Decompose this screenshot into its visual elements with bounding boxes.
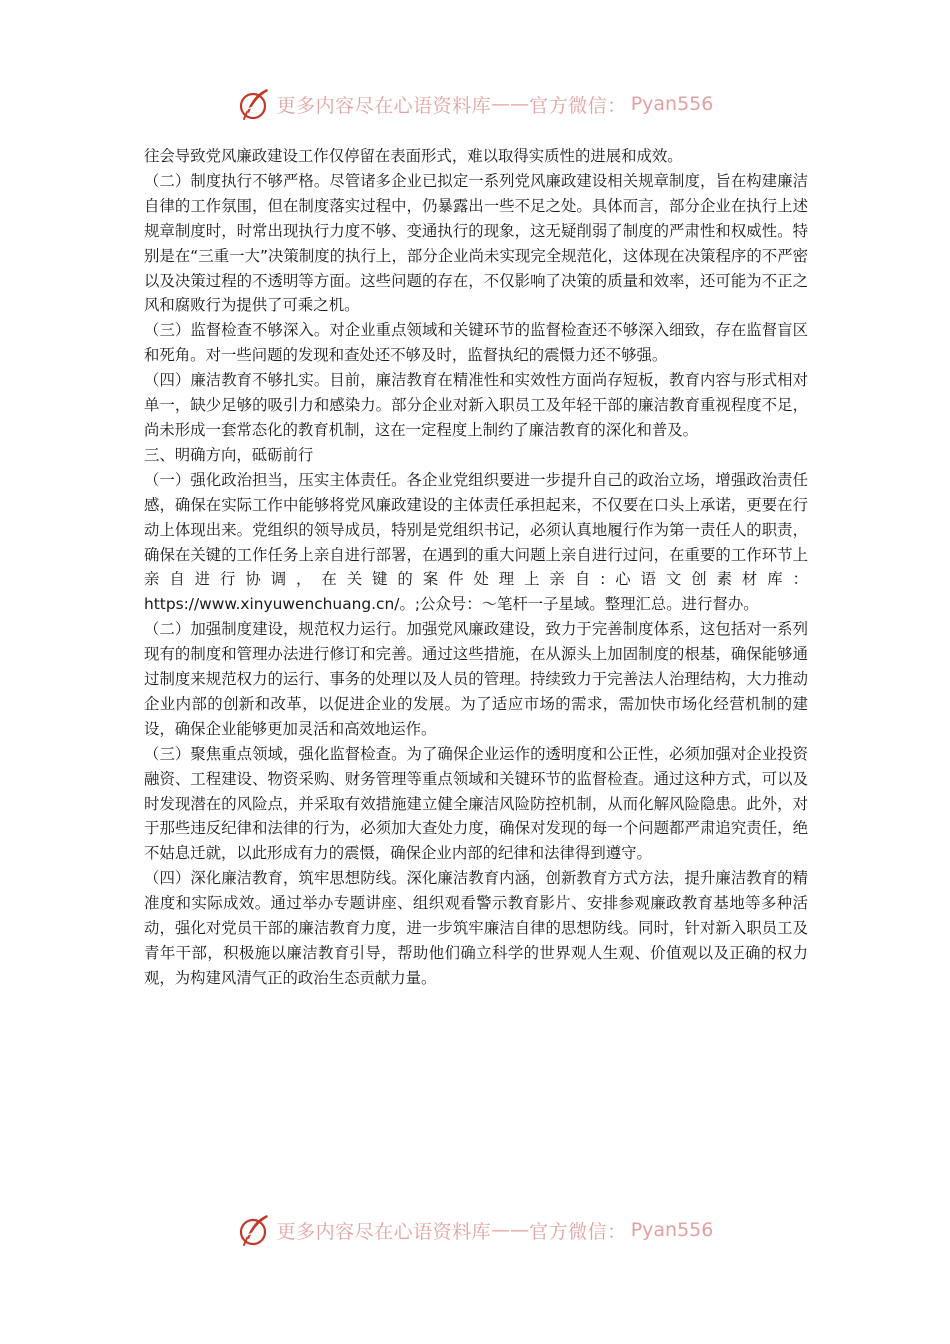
header-separator: —— [491, 93, 530, 115]
paragraph-key-areas: （三）聚焦重点领域，强化监督检查。为了确保企业运作的透明度和公正性，必须加强对企业投资融资、工程建设、物资采购、财务管理等重点领域和关键环节的监督检查。通过这种方式，可以及时发现潜在的风险点，并采取有效措施建立健全廉洁风险防控机制，从而化解风险隐患。此外，对于那些违反纪律和法律的行为，必须加大查处力度，确保对发现的每一个问题都严肃追究责任，绝不姑息迁就，以此形成有力的震慑，确保企业内部的纪律和法律得到遵守。 [144, 744, 808, 863]
footer-wechat-handle: Pyan556 [630, 1219, 714, 1241]
quill-pen-logo-icon [237, 1212, 273, 1248]
paragraph-deepen-education: （四）深化廉洁教育，筑牢思想防线。深化廉洁教育内涵，创新教育方式方法，提升廉洁教育的精准度和实际成效。通过举办专题讲座、组织观看警示教育影片、安排参观廉政教育基地等多种活动，强化对党员干部的廉洁教育力度，进一步筑牢廉洁自律的思想防线。同时，针对新入职员工及青年干部，积极施以廉洁教育引导，帮助他们确立科学的世界观人生观、价值观以及正确的权力观，为构建风清气正的政治生态贡献力量。 [144, 869, 808, 987]
footer-banner [0, 1210, 950, 1250]
footer-wechat-label: 官方微信： [529, 1220, 627, 1243]
paragraph-system-building: （二）加强制度建设，规范权力运行。加强党风廉政建设，致力于完善制度体系，这包括对一系列现有的制度和管理办法进行修订和完善。通过这些措施，在从源头上加固制度的根基，确保能够通过制度来规范权力的运行、事务的处理以及人员的管理。持续致力于完善法人治理结构，大力推动企业内部的创新和改革，以促进企业的发展。为了适应市场的需求，需加快市场化经营机制的建设，确保企业能够更加灵活和高效地运作。 [144, 620, 808, 738]
header-wechat-label: 官方微信： [529, 94, 627, 117]
header-wechat-handle: Pyan556 [630, 93, 714, 115]
paragraph-supervision: （三）监督检查不够深入。对企业重点领域和关键环节的监督检查还不够深入细致，存在监督盲区和死角。对一些问题的发现和查处还不够及时，监督执纪的震慑力还不够强。 [144, 321, 808, 365]
paragraph-continuation: 往会导致党风廉政建设工作仅停留在表面形式，难以取得实质性的进展和成效。 [144, 147, 683, 165]
footer-separator: —— [491, 1219, 530, 1241]
header-slogan: 更多内容尽在心语资料库 [276, 94, 492, 117]
footer-slogan: 更多内容尽在心语资料库 [276, 1220, 492, 1243]
paragraph-political-responsibility: （一）强化政治担当，压实主体责任。各企业党组织要进一步提升自己的政治立场，增强政治责任感，确保在实际工作中能够将党风廉政建设的主体责任承担起来，不仅要在口头上承诺，更要在行动上体现出来。党组织的领导成员，特别是党组织书记，必须认真地履行作为第一责任人的职责，确保在关键的工作任务上亲自进行部署，在遇到的重大问题上亲自进行过问，在重要的工作环节上亲自进行协调，在关键的案件处理上亲自:心语文创素材库：https://www.xinyuwenchuang.cn/。;公众号：～笔杆一子星域。整理汇总。进行督办。 [144, 470, 808, 614]
quill-pen-logo-icon [237, 86, 273, 122]
section-heading: 三、明确方向，砥砺前行 [144, 445, 314, 464]
paragraph-integrity-education: （四）廉洁教育不够扎实。目前，廉洁教育在精准性和实效性方面尚存短板，教育内容与形式相对单一，缺少足够的吸引力和感染力。部分企业对新入职员工及年轻干部的廉洁教育重视程度不足，尚未形成一套常态化的教育机制，这在一定程度上制约了廉洁教育的深化和普及。 [144, 371, 808, 439]
document-body [144, 144, 808, 991]
header-banner [0, 84, 950, 124]
paragraph-institution-execution: （二）制度执行不够严格。尽管诸多企业已拟定一系列党风廉政建设相关规章制度，旨在构建廉洁自律的工作氛围，但在制度落实过程中，仍暴露出一些不足之处。具体而言，部分企业在执行上述规章制度时，时常出现执行力度不够、变通执行的现象，这无疑削弱了制度的严肃性和权威性。特别是在“三重一大”决策制度的执行上，部分企业尚未实现完全规范化，这体现在决策程序的不严密以及决策过程的不透明等方面。这些问题的存在，不仅影响了决策的质量和效率，还可能为不正之风和腐败行为提供了可乘之机。 [144, 171, 808, 315]
